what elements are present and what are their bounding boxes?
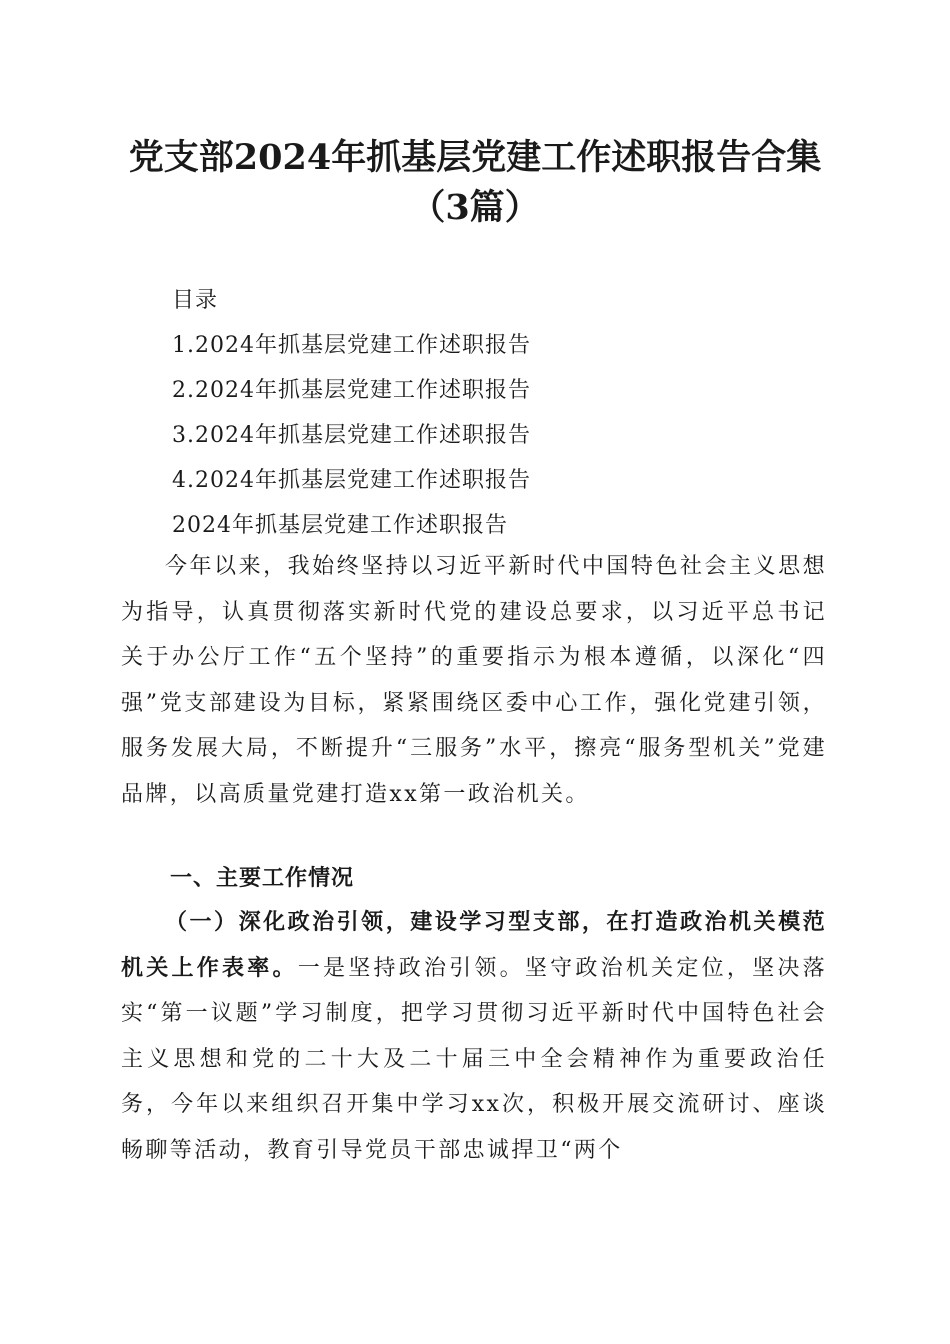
- toc-item-1: 1.2024年抓基层党建工作述职报告: [172, 333, 531, 358]
- toc-item-4: 4.2024年抓基层党建工作述职报告: [172, 468, 531, 493]
- toc-label: 目录: [172, 288, 219, 313]
- table-of-contents: [172, 278, 832, 548]
- intro-paragraph: 今年以来，我始终坚持以习近平新时代中国特色社会主义思想为指导，认真贯彻落实新时代党的建设总要求，以习近平总书记关于办公厅工作“五个坚持”的重要指示为根本遵循，以深化“四强”党支部建设为目标，紧紧围绕区委中心工作，强化党建引领，服务发展大局，不断提升“三服务”水平，擦亮“服务型机关”党建品牌，以高质量党建打造xx第一政治机关。: [121, 554, 827, 807]
- document-title-line-1: 党支部2024年抓基层党建工作述职报告合集: [128, 137, 822, 178]
- toc-item-3: 3.2024年抓基层党建工作述职报告: [172, 423, 531, 448]
- document-title-line-2: （3篇）: [410, 187, 540, 228]
- subsection-body: 一是坚持政治引领。坚守政治机关定位，坚决落实“第一议题”学习制度，把学习贯彻习近平新时代中国特色社会主义思想和党的二十大及二十届三中全会精神作为重要政治任务，今年以来组织召开集中学习xx次，积极开展交流研讨、座谈畅聊等活动，教育引导党员干部忠诚捍卫“两个: [121, 955, 827, 1163]
- subsection-lead: （一）深化政治引领，建设学习型支部，在打造政治机关模范机关上作表率。: [121, 910, 827, 981]
- report-title: 2024年抓基层党建工作述职报告: [172, 513, 508, 538]
- section-1-paragraph: [121, 900, 827, 1173]
- toc-item-2: 2.2024年抓基层党建工作述职报告: [172, 378, 531, 403]
- section-heading-main-work: 一、主要工作情况: [170, 866, 355, 891]
